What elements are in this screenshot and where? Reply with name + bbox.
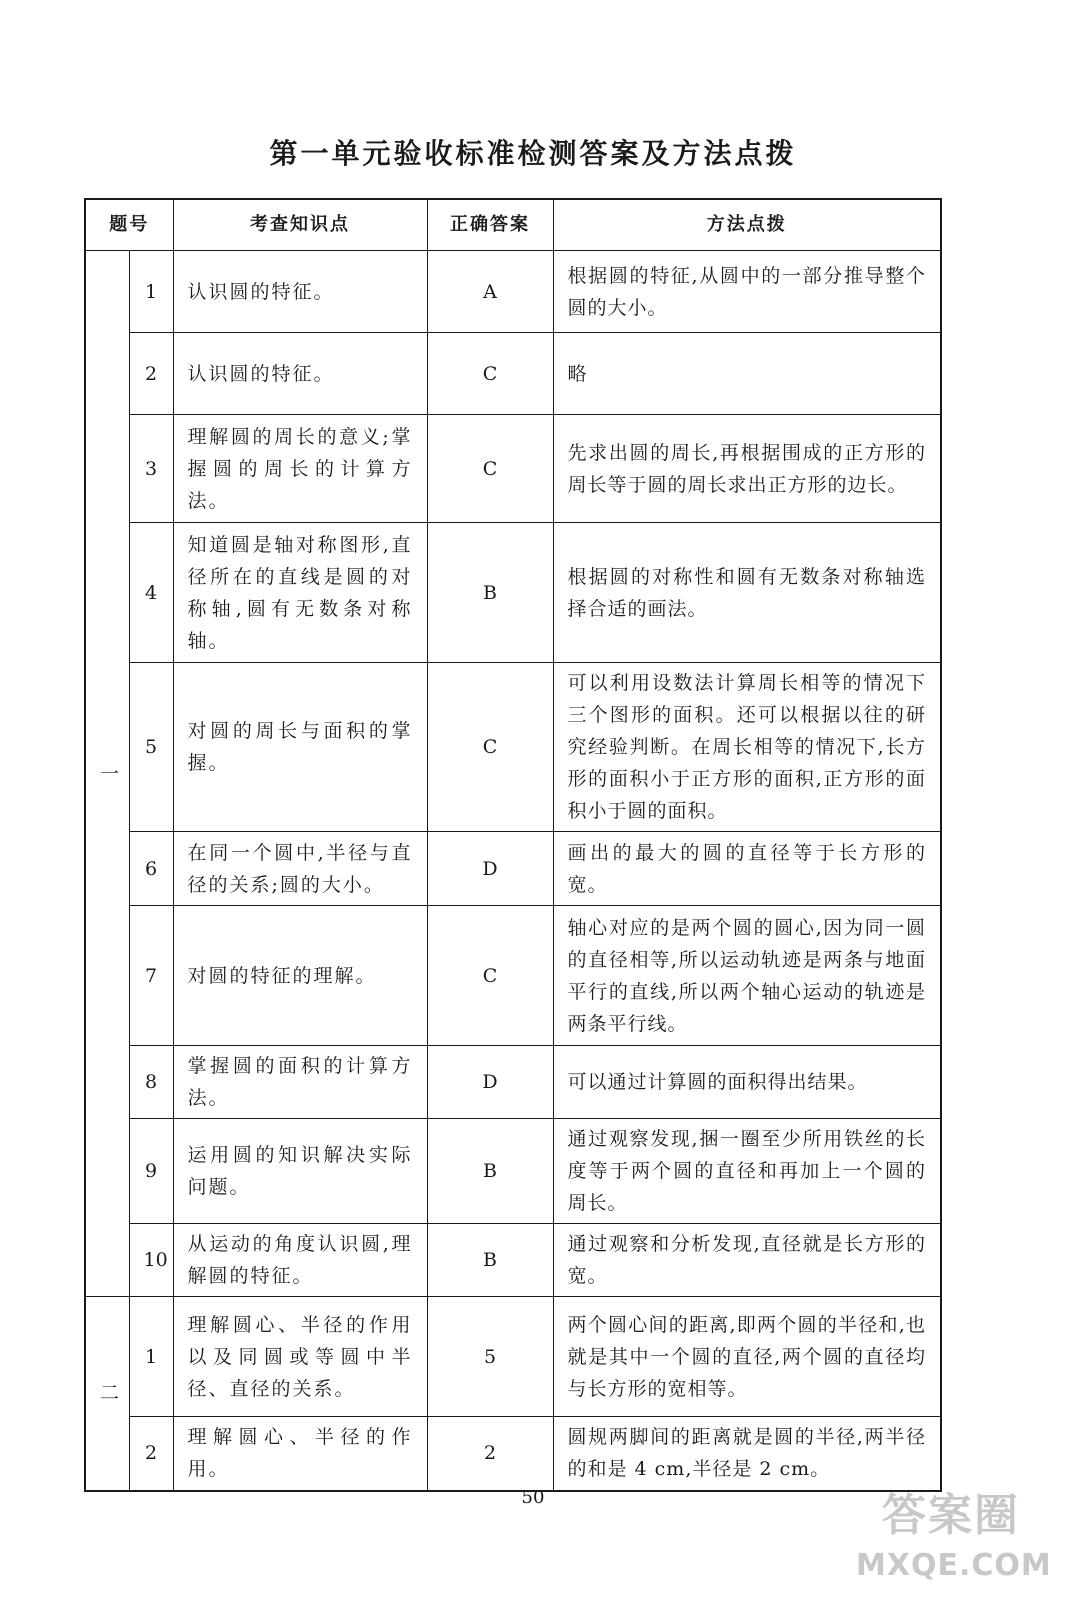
correct-answer: C [427, 906, 553, 1046]
knowledge-point: 对圆的特征的理解。 [173, 906, 427, 1046]
watermark-site-text: MXQE.COM [856, 1548, 1052, 1583]
table-row [85, 1224, 941, 1297]
method-tip: 根据圆的对称性和圆有无数条对称轴选择合适的画法。 [553, 523, 941, 663]
method-tip: 略 [553, 333, 941, 415]
knowledge-point: 认识圆的特征。 [173, 333, 427, 415]
correct-answer: C [427, 663, 553, 832]
method-tip: 根据圆的特征,从圆中的一部分推导整个圆的大小。 [553, 251, 941, 333]
method-tip: 两个圆心间的距离,即两个圆的半径和,也就是其中一个圆的直径,两个圆的直径均与长方形的宽相等。 [553, 1297, 941, 1417]
correct-answer: 2 [427, 1417, 553, 1491]
method-tip: 可以通过计算圆的面积得出结果。 [553, 1046, 941, 1119]
table-row [85, 1297, 941, 1417]
question-number: 3 [129, 415, 173, 523]
method-tip: 轴心对应的是两个圆的圆心,因为同一圆的直径相等,所以运动轨迹是两条与地面平行的直线,所以两个轴心运动的轨迹是两条平行线。 [553, 906, 941, 1046]
header-knowledge: 考查知识点 [173, 199, 427, 251]
correct-answer: 5 [427, 1297, 553, 1417]
table-row [85, 523, 941, 663]
header-number: 题号 [85, 199, 173, 251]
knowledge-point: 认识圆的特征。 [173, 251, 427, 333]
knowledge-point: 理解圆的周长的意义;掌握圆的周长的计算方法。 [173, 415, 427, 523]
table-row [85, 1046, 941, 1119]
table-row [85, 333, 941, 415]
correct-answer: B [427, 1119, 553, 1224]
table-header-row [85, 199, 941, 251]
question-number: 9 [129, 1119, 173, 1224]
watermark-logo-text: 答案圈 [882, 1490, 1020, 1541]
knowledge-point: 在同一个圆中,半径与直径的关系;圆的大小。 [173, 832, 427, 906]
table-row [85, 251, 941, 333]
question-number: 6 [129, 832, 173, 906]
method-tip: 可以利用设数法计算周长相等的情况下三个图形的面积。还可以根据以往的研究经验判断。在周长相等的情况下,长方形的面积小于正方形的面积,正方形的面积小于圆的面积。 [553, 663, 941, 832]
correct-answer: C [427, 415, 553, 523]
question-number: 2 [129, 333, 173, 415]
method-tip: 通过观察发现,捆一圈至少所用铁丝的长度等于两个圆的直径和再加上一个圆的周长。 [553, 1119, 941, 1224]
section-label: 二 [85, 1297, 129, 1491]
correct-answer: C [427, 333, 553, 415]
knowledge-point: 知道圆是轴对称图形,直径所在的直线是圆的对称轴,圆有无数条对称轴。 [173, 523, 427, 663]
correct-answer: D [427, 1046, 553, 1119]
question-number: 5 [129, 663, 173, 832]
knowledge-point: 理解圆心、半径的作用以及同圆或等圆中半径、直径的关系。 [173, 1297, 427, 1417]
question-number: 10 [129, 1224, 173, 1297]
question-number: 4 [129, 523, 173, 663]
knowledge-point: 运用圆的知识解决实际问题。 [173, 1119, 427, 1224]
question-number: 7 [129, 906, 173, 1046]
question-number: 2 [129, 1417, 173, 1491]
question-number: 1 [129, 1297, 173, 1417]
watermark-logo [856, 1486, 1052, 1594]
section-label: 一 [85, 251, 129, 1297]
correct-answer: D [427, 832, 553, 906]
header-method: 方法点拨 [553, 199, 941, 251]
table-row [85, 1119, 941, 1224]
method-tip: 通过观察和分析发现,直径就是长方形的宽。 [553, 1224, 941, 1297]
header-answer: 正确答案 [427, 199, 553, 251]
knowledge-point: 对圆的周长与面积的掌握。 [173, 663, 427, 832]
correct-answer: B [427, 1224, 553, 1297]
question-number: 1 [129, 251, 173, 333]
method-tip: 圆规两脚间的距离就是圆的半径,两半径的和是 4 cm,半径是 2 cm。 [553, 1417, 941, 1491]
answer-table [84, 198, 942, 1492]
knowledge-point: 理解圆心、半径的作用。 [173, 1417, 427, 1491]
method-tip: 画出的最大的圆的直径等于长方形的宽。 [553, 832, 941, 906]
knowledge-point: 掌握圆的面积的计算方法。 [173, 1046, 427, 1119]
page-number: 50 [521, 1487, 545, 1508]
method-tip: 先求出圆的周长,再根据围成的正方形的周长等于圆的周长求出正方形的边长。 [553, 415, 941, 523]
correct-answer: A [427, 251, 553, 333]
table-row [85, 906, 941, 1046]
correct-answer: B [427, 523, 553, 663]
table-row [85, 832, 941, 906]
table-row [85, 663, 941, 832]
knowledge-point: 从运动的角度认识圆,理解圆的特征。 [173, 1224, 427, 1297]
table-row [85, 415, 941, 523]
question-number: 8 [129, 1046, 173, 1119]
page-title: 第一单元验收标准检测答案及方法点拨 [269, 137, 797, 170]
table-row [85, 1417, 941, 1491]
